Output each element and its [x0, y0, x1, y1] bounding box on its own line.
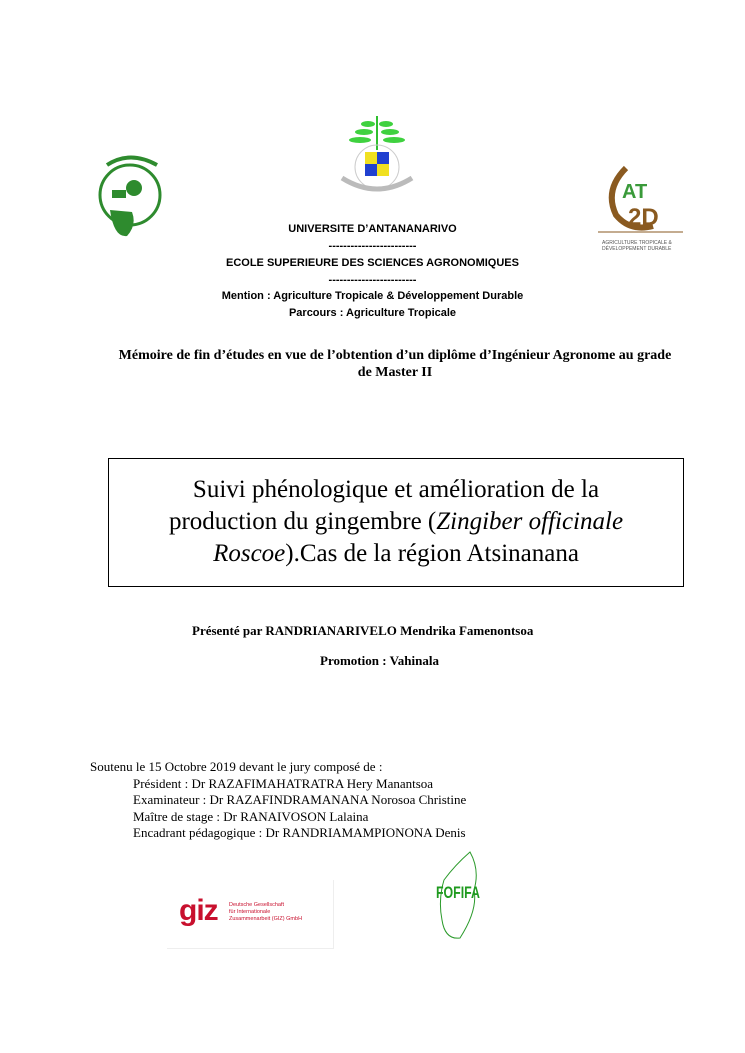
title-text-end: ).Cas de la région Atsinanana	[285, 540, 579, 567]
parcours: Parcours : Agriculture Tropicale	[288, 307, 457, 319]
school-name: ECOLE SUPERIEURE DES SCIENCES AGRONOMIQUES	[226, 257, 519, 269]
separator: ------------------------	[328, 274, 417, 286]
species-name: Zingiber officinale Roscoe	[213, 508, 624, 567]
giz-logo: giz Deutsche Gesellschaft für Internationale Zusammenarbeit (GIZ) GmbH	[167, 880, 334, 949]
thesis-title-box	[108, 458, 684, 587]
jury-member: Président : Dr RAZAFIMAHATRATRA Hery Manantsoa	[133, 775, 434, 791]
jury-intro: Soutenu le 15 Octobre 2019 devant le jury composé de :	[90, 759, 383, 774]
jury-member: Maître de stage : Dr RANAIVOSON Lalaina	[133, 808, 369, 824]
svg-text:AT: AT	[622, 181, 648, 203]
university-crest-logo	[330, 112, 425, 202]
fofifa-logo	[430, 850, 485, 942]
jury-section	[90, 759, 466, 842]
university-name: UNIVERSITE D’ANTANANARIVO	[288, 223, 457, 235]
memoire-line-2: de Master II	[357, 365, 433, 380]
mention: Mention : Agriculture Tropicale & Développement Durable	[221, 290, 524, 302]
at2d-logo: AT 2D AGRICULTURE TROPICALE & DÉVELOPPEMENT DURABLE	[598, 160, 683, 250]
svg-text:FOFIFA: FOFIFA	[436, 883, 480, 902]
memoire-line-1: Mémoire de fin d’études en vue de l’obtention d’un diplôme d’Ingénieur Agronome au grade	[118, 348, 672, 363]
svg-text:2D: 2D	[628, 204, 659, 231]
jury-member: Examinateur : Dr RAZAFINDRAMANANA Norosoa Christine	[133, 792, 467, 807]
jury-member: Encadrant pédagogique : Dr RANDRIAMAMPIONONA Denis	[133, 825, 466, 840]
author: Présenté par RANDRIANARIVELO Mendrika Famenontsoa	[192, 623, 534, 638]
separator: ------------------------	[328, 240, 417, 252]
promotion: Promotion : Vahinala	[320, 653, 439, 668]
title-text: Suivi phénologique et amélioration de la production du gingembre (	[168, 476, 600, 535]
memoire-statement	[90, 347, 700, 381]
